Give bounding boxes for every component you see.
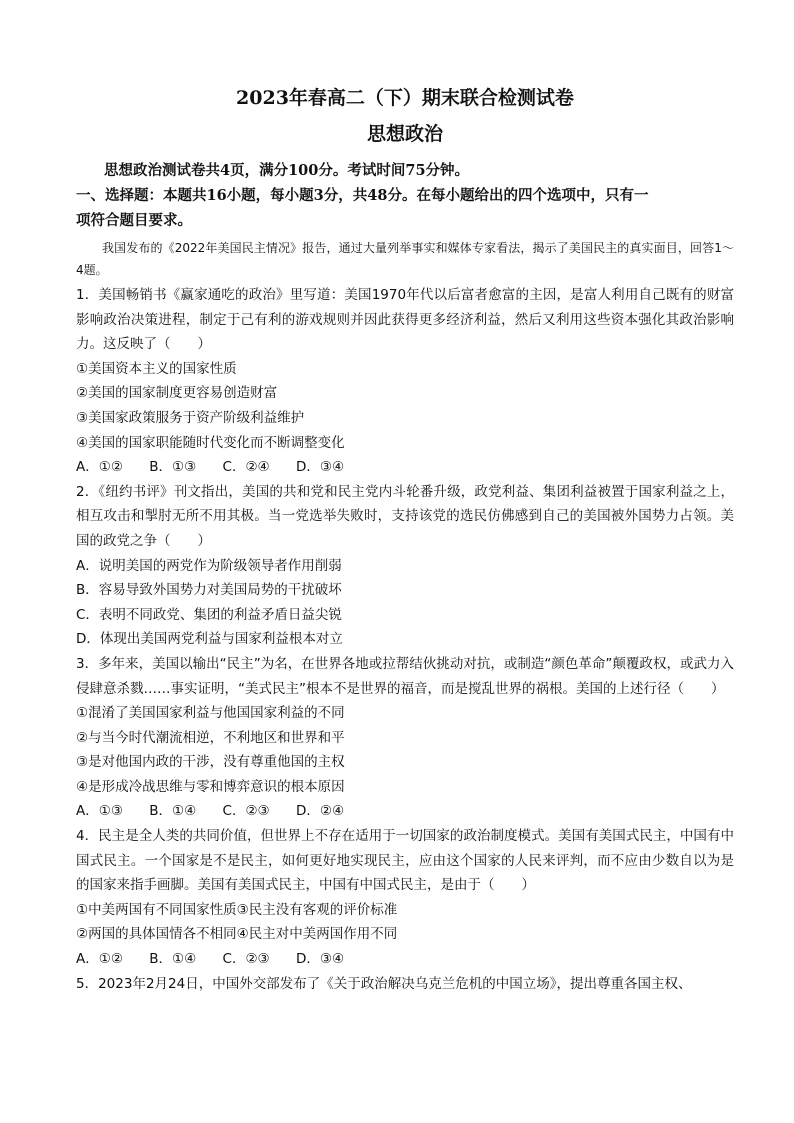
choice-b: B．①④ <box>149 803 197 820</box>
section-heading-line2: 项符合题目要求。 <box>76 212 192 229</box>
question-4 <box>76 824 734 972</box>
question-stem: 2．《纽约书评》刊文指出，美国的共和党和民主党内斗轮番升级，政党利益、集团利益被置于国家利益之上，相互攻击和掣肘无所不用其极。当一党选举失败时，支持该党的选民仿佛感到自己的美国被外国势力占领。美国的政党之争（ ） <box>76 483 734 549</box>
option-list <box>76 554 734 652</box>
option-c: C．表明不同政党、集团的利益矛盾日益尖锐 <box>76 606 342 623</box>
choice-d: D．③④ <box>295 951 345 968</box>
answer-choices <box>76 455 734 480</box>
choice-a: A．①② <box>76 951 123 968</box>
choice-d: D．②④ <box>295 803 345 820</box>
choice-c: C．②④ <box>222 459 270 476</box>
question-stem: 1．美国畅销书《赢家通吃的政治》里写道：美国1970年代以后富者愈富的主因，是富人利用自己既有的财富影响政治决策进程，制定于己有利的游戏规则并因此获得更多经济利益，然后又利用这些资本强化其政治影响力。这反映了（ ） <box>76 287 734 353</box>
option-b: B．容易导致外国势力对美国局势的干扰破坏 <box>76 582 342 599</box>
choice-a: A．①② <box>76 459 123 476</box>
page-title: 2023年春高二（下）期末联合检测试卷 <box>236 87 574 109</box>
choice-d: D．③④ <box>295 459 345 476</box>
question-5 <box>76 972 734 997</box>
choice-c: C．②③ <box>222 951 270 968</box>
choice-b: B．①③ <box>149 459 197 476</box>
reading-intro: 我国发布的《2022年美国民主情况》报告，通过大量列举事实和媒体专家看法，揭示了美国民主的真实面目，回答1～4题。 <box>76 241 734 277</box>
statement-item: ②美国的国家制度更容易创造财富 <box>76 385 278 402</box>
question-stem: 4．民主是全人类的共同价值，但世界上不存在适用于一切国家的政治制度模式。美国有美国式民主，中国有中国式民主。一个国家是不是民主，如何更好地实现民主，应由这个国家的人民来评判，而不应由少数自以为是的国家来指手画脚。美国有美国式民主，中国有中国式民主，是由于（ ） <box>76 828 734 894</box>
statement-list <box>76 357 734 455</box>
statement-item: ③美国家政策服务于资产阶级利益维护 <box>76 409 305 426</box>
statement-item: ①混淆了美国国家利益与他国国家利益的不同 <box>76 705 345 722</box>
choice-c: C．②③ <box>222 803 270 820</box>
question-1 <box>76 283 734 480</box>
statement-item: ①中美两国有不同国家性质③民主没有客观的评价标准 <box>76 901 398 918</box>
statement-list <box>76 701 734 799</box>
question-3 <box>76 652 734 824</box>
answer-choices <box>76 947 734 972</box>
statement-item: ④美国的国家职能随时代变化而不断调整变化 <box>76 434 345 451</box>
exam-info: 思想政治测试卷共4页，满分100分。考试时间75分钟。 <box>104 162 470 179</box>
choice-b: B．①④ <box>149 951 197 968</box>
answer-choices <box>76 799 734 824</box>
subject-title: 思想政治 <box>366 123 443 145</box>
section-heading-line1: 一、选择题：本题共16小题，每小题3分，共48分。在每小题给出的四个选项中，只有一 <box>76 187 649 204</box>
statement-item: ②两国的具体国情各不相同④民主对中美两国作用不同 <box>76 926 398 943</box>
statement-list <box>76 898 734 947</box>
statement-item: ④是形成冷战思维与零和博弈意识的根本原因 <box>76 778 345 795</box>
option-a: A．说明美国的两党作为阶级领导者作用削弱 <box>76 557 342 574</box>
statement-item: ①美国资本主义的国家性质 <box>76 360 237 377</box>
option-d: D．体现出美国两党利益与国家利益根本对立 <box>76 631 343 648</box>
question-stem: 3．多年来，美国以输出“民主”为名，在世界各地或拉帮结伙挑动对抗，或制造“颜色革命”颠覆政权，或武力入侵肆意杀戮……事实证明，“美式民主”根本不是世界的福音，而是搅乱世界的祸根。美国的上述行径（ ） <box>76 655 734 697</box>
statement-item: ③是对他国内政的干涉，没有尊重他国的主权 <box>76 754 345 771</box>
statement-item: ②与当今时代潮流相逆，不利地区和世界和平 <box>76 729 345 746</box>
question-stem: 5．2023年2月24日，中国外交部发布了《关于政治解决乌克兰危机的中国立场》，提出尊重各国主权、 <box>76 975 692 992</box>
question-2 <box>76 480 734 652</box>
choice-a: A．①③ <box>76 803 123 820</box>
